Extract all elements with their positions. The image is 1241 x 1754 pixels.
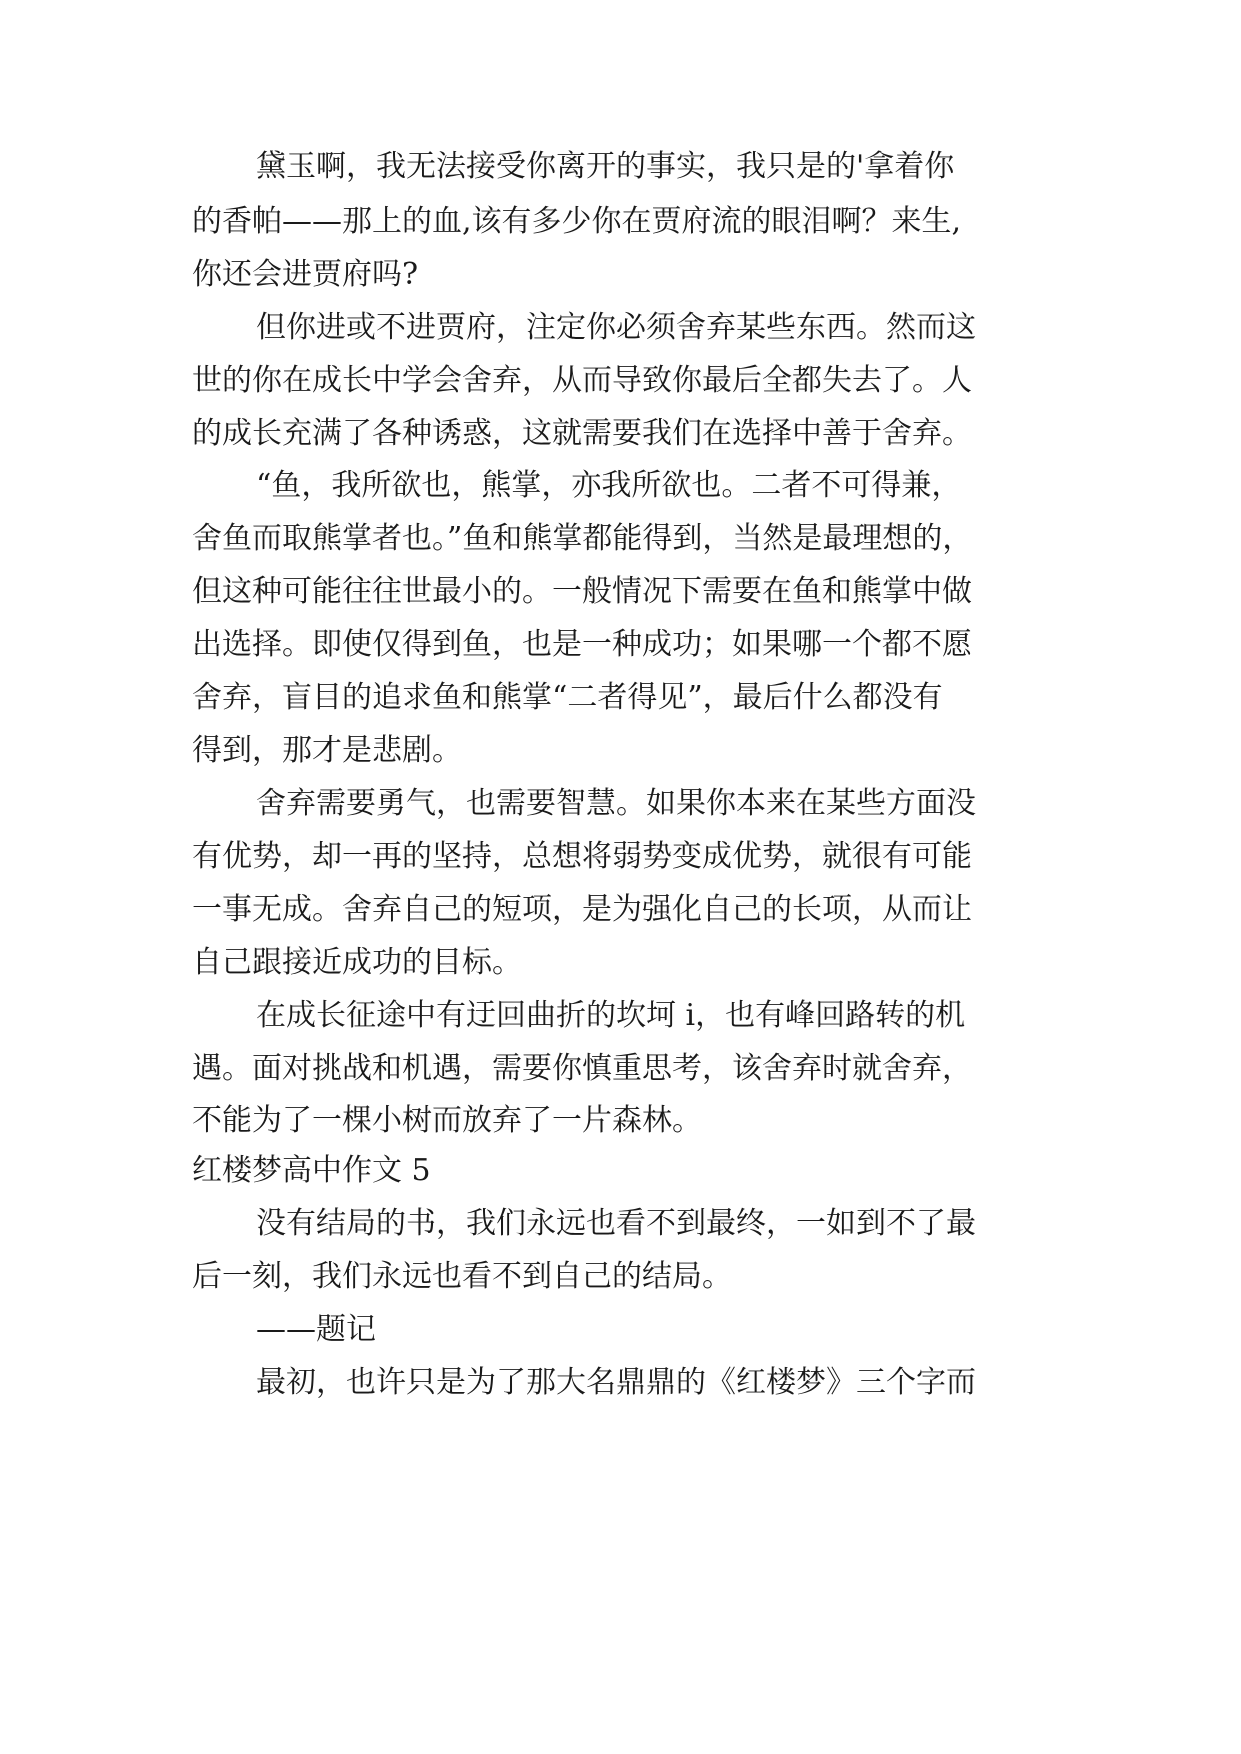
text-line: 最初，也许只是为了那大名鼎鼎的《红楼梦》三个字而 [256,1365,976,1400]
section-heading: 红楼梦高中作文 5 [192,1153,431,1188]
text-line: 舍弃，盲目的追求鱼和熊掌“二者得见”，最后什么都没有 [192,680,943,715]
text-line: 舍弃需要勇气，也需要智慧。如果你本来在某些方面没 [256,786,976,821]
text-line: 一事无成。舍弃自己的短项，是为强化自己的长项，从而让 [192,892,972,927]
text-line: 后一刻，我们永远也看不到自己的结局。 [192,1259,732,1294]
text-line: 黛玉啊，我无法接受你离开的事实，我只是的'拿着你 [256,149,955,184]
text-line: 的香帕——那上的血,该有多少你在贾府流的眼泪啊？来生, [192,204,962,239]
epigraph-attribution: ——题记 [256,1312,376,1347]
text-line: 但你进或不进贾府，注定你必须舍弃某些东西。然而这 [256,310,976,345]
text-line: 遇。面对挑战和机遇，需要你慎重思考，该舍弃时就舍弃， [192,1051,972,1086]
text-line: 不能为了一棵小树而放弃了一片森林。 [192,1103,702,1138]
text-line: 舍鱼而取熊掌者也。”鱼和熊掌都能得到，当然是最理想的， [192,521,973,556]
text-line: 自己跟接近成功的目标。 [192,945,522,980]
text-line: 得到，那才是悲剧。 [192,733,462,768]
text-line: 有优势，却一再的坚持，总想将弱势变成优势，就很有可能 [192,839,972,874]
text-line: 在成长征途中有迂回曲折的坎坷 i，也有峰回路转的机 [256,998,966,1033]
text-line: “鱼，我所欲也，熊掌，亦我所欲也。二者不可得兼， [256,468,962,503]
text-line: 世的你在成长中学会舍弃，从而导致你最后全都失去了。人 [192,363,972,398]
text-line: 但这种可能往往世最小的。一般情况下需要在鱼和熊掌中做 [192,574,972,609]
text-line: 出选择。即使仅得到鱼，也是一种成功；如果哪一个都不愿 [192,627,972,662]
text-line: 你还会进贾府吗? [192,257,419,292]
text-line: 的成长充满了各种诱惑，这就需要我们在选择中善于舍弃。 [192,416,972,451]
text-line: 没有结局的书，我们永远也看不到最终，一如到不了最 [256,1206,976,1241]
